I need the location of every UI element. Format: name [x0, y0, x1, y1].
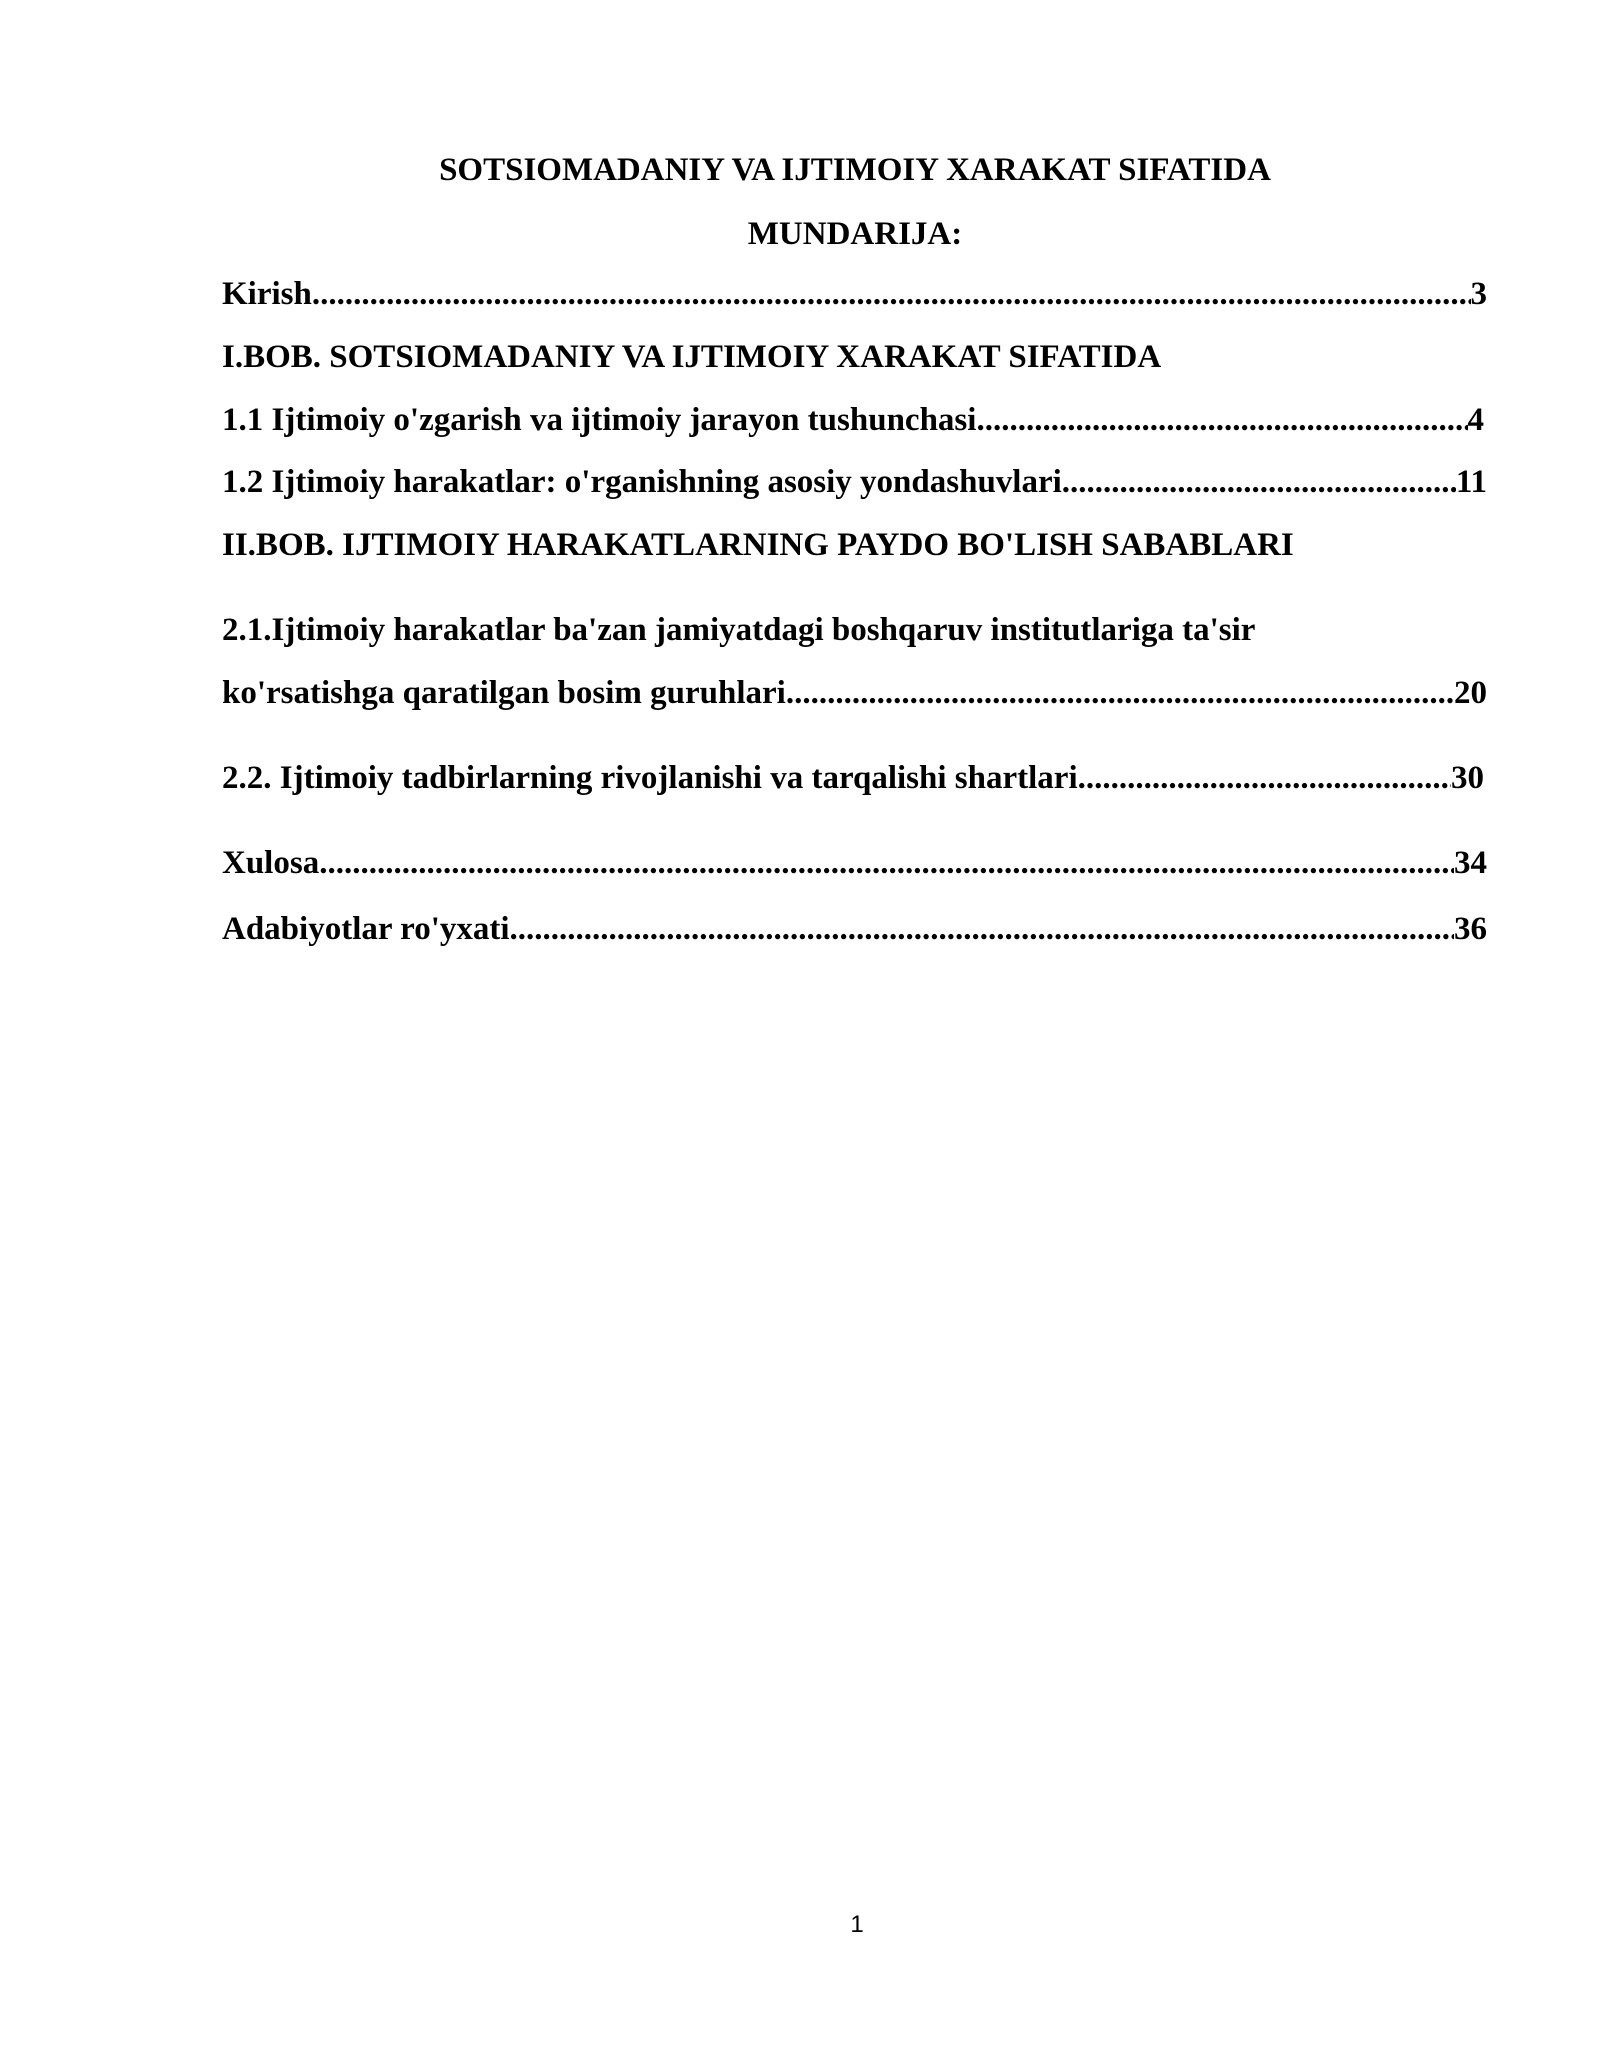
page-number: 1: [850, 1911, 864, 1938]
toc-entry-1-2[interactable]: [222, 462, 1487, 502]
toc-entry-label: Xulosa: [222, 845, 320, 881]
toc-heading: MUNDARIJA:: [747, 216, 963, 252]
dot-leader: [1062, 462, 1456, 502]
toc-entry-1-1[interactable]: [222, 400, 1484, 440]
toc-chapter-2[interactable]: II.BOB. IJTIMOIY HARAKATLARNING PAYDO BO'LISH SABABLARI: [222, 527, 1294, 563]
dot-leader: [319, 843, 1454, 883]
dot-leader: [510, 909, 1454, 949]
toc-entry-2-1[interactable]: [222, 673, 1487, 713]
toc-entry-label: 2.2. Ijtimoiy tadbirlarning rivojlanishi va tarqalishi shartlari: [222, 760, 1078, 796]
toc-entry-kirish[interactable]: [222, 274, 1487, 314]
toc-entry-label: Adabiyotlar ro'yxati: [222, 911, 510, 947]
dot-leader: [786, 673, 1454, 713]
toc-entry-page: 30: [1451, 760, 1484, 796]
toc-entry-label: ko'rsatishga qaratilgan bosim guruhlari: [222, 675, 786, 711]
dot-leader: [976, 400, 1467, 440]
toc-entry-page: 34: [1454, 845, 1487, 881]
toc-entry-adabiyotlar[interactable]: [222, 909, 1487, 949]
dot-leader: [312, 274, 1471, 314]
toc-entry-label: 1.2 Ijtimoiy harakatlar: o'rganishning asosiy yondashuvlari: [222, 464, 1062, 500]
toc-entry-page: 4: [1467, 402, 1484, 438]
toc-entry-2-1-line1[interactable]: 2.1.Ijtimoiy harakatlar ba'zan jamiyatdagi boshqaruv institutlariga ta'sir: [222, 612, 1256, 648]
dot-leader: [1078, 758, 1451, 798]
toc-entry-2-2[interactable]: [222, 758, 1484, 798]
toc-entry-label: 1.1 Ijtimoiy o'zgarish va ijtimoiy jarayon tushunchasi: [222, 402, 977, 438]
toc-entry-xulosa[interactable]: [222, 843, 1487, 883]
document-title: SOTSIOMADANIY VA IJTIMOIY XARAKAT SIFATIDA: [439, 152, 1271, 188]
toc-entry-label: Kirish: [222, 276, 312, 312]
toc-entry-page: 11: [1455, 464, 1487, 500]
toc-entry-page: 3: [1470, 276, 1487, 312]
toc-entry-page: 20: [1454, 675, 1487, 711]
toc-entry-page: 36: [1454, 911, 1487, 947]
toc-chapter-1[interactable]: I.BOB. SOTSIOMADANIY VA IJTIMOIY XARAKAT SIFATIDA: [222, 339, 1162, 375]
